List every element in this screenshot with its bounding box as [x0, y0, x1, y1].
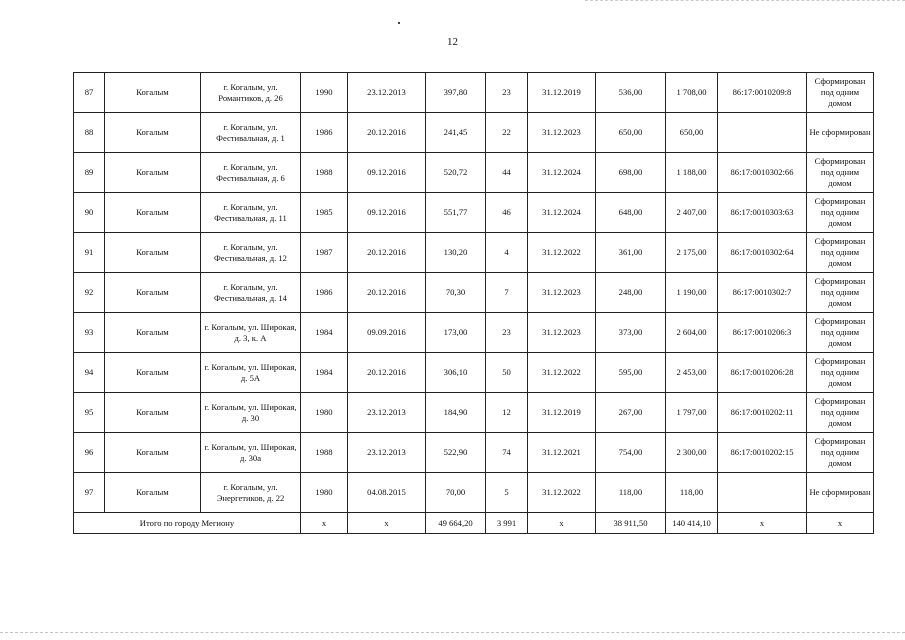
cell-city: Когалым	[105, 273, 201, 313]
cell-date1: 20.12.2016	[348, 273, 426, 313]
total-year: x	[301, 513, 348, 534]
table-row	[74, 193, 874, 233]
cell-year: 1986	[301, 113, 348, 153]
data-table	[73, 72, 874, 534]
cell-people: 12	[486, 393, 528, 433]
cell-no: 87	[74, 73, 105, 113]
cell-date1: 09.12.2016	[348, 153, 426, 193]
cell-year: 1980	[301, 393, 348, 433]
total-label: Итого по городу Мегиону	[74, 513, 301, 534]
cell-date1: 09.09.2016	[348, 313, 426, 353]
cell-address: г. Когалым, ул. Широкая, д. 5А	[201, 353, 301, 393]
cell-date2: 31.12.2022	[528, 233, 596, 273]
cell-status: Не сформирован	[807, 473, 874, 513]
cell-area: 173,00	[426, 313, 486, 353]
total-area: 49 664,20	[426, 513, 486, 534]
cell-address: г. Когалым, ул. Фестивальная, д. 14	[201, 273, 301, 313]
cell-date1: 20.12.2016	[348, 113, 426, 153]
cell-people: 4	[486, 233, 528, 273]
cell-cadastre: 86:17:0010209:8	[718, 73, 807, 113]
cell-year: 1984	[301, 353, 348, 393]
cell-cadastre	[718, 113, 807, 153]
cell-area2: 595,00	[596, 353, 666, 393]
cell-area2: 650,00	[596, 113, 666, 153]
cell-date2: 31.12.2024	[528, 153, 596, 193]
cell-city: Когалым	[105, 353, 201, 393]
cell-people: 22	[486, 113, 528, 153]
cell-cadastre: 86:17:0010206:3	[718, 313, 807, 353]
cell-date2: 31.12.2021	[528, 433, 596, 473]
cell-address: г. Когалым, ул. Широкая, д. 3, к. А	[201, 313, 301, 353]
cell-date2: 31.12.2022	[528, 353, 596, 393]
cell-area2: 248,00	[596, 273, 666, 313]
total-people: 3 991	[486, 513, 528, 534]
cell-area3: 1 188,00	[666, 153, 718, 193]
cell-city: Когалым	[105, 73, 201, 113]
cell-address: г. Когалым, ул. Фестивальная, д. 6	[201, 153, 301, 193]
cell-area: 70,00	[426, 473, 486, 513]
cell-address: г. Когалым, ул. Широкая, д. 30а	[201, 433, 301, 473]
cell-area3: 2 453,00	[666, 353, 718, 393]
cell-area3: 2 407,00	[666, 193, 718, 233]
table-row	[74, 73, 874, 113]
cell-cadastre: 86:17:0010202:11	[718, 393, 807, 433]
cell-date2: 31.12.2022	[528, 473, 596, 513]
cell-area: 241,45	[426, 113, 486, 153]
page-number: 12	[447, 36, 458, 48]
cell-status: Сформирован под одним домом	[807, 433, 874, 473]
data-table-container	[73, 72, 873, 534]
cell-cadastre: 86:17:0010302:7	[718, 273, 807, 313]
cell-date1: 04.08.2015	[348, 473, 426, 513]
cell-date2: 31.12.2024	[528, 193, 596, 233]
cell-status: Сформирован под одним домом	[807, 313, 874, 353]
cell-address: г. Когалым, ул. Фестивальная, д. 1	[201, 113, 301, 153]
table-body	[74, 73, 874, 534]
cell-area2: 118,00	[596, 473, 666, 513]
table-row	[74, 233, 874, 273]
cell-status: Не сформирован	[807, 113, 874, 153]
cell-date2: 31.12.2023	[528, 273, 596, 313]
total-date1: x	[348, 513, 426, 534]
cell-cadastre: 86:17:0010206:28	[718, 353, 807, 393]
total-cadastre: x	[718, 513, 807, 534]
cell-date1: 09.12.2016	[348, 193, 426, 233]
cell-people: 23	[486, 73, 528, 113]
cell-address: г. Когалым, ул. Романтиков, д. 26	[201, 73, 301, 113]
cell-area2: 373,00	[596, 313, 666, 353]
cell-people: 23	[486, 313, 528, 353]
cell-city: Когалым	[105, 393, 201, 433]
cell-people: 44	[486, 153, 528, 193]
cell-area2: 698,00	[596, 153, 666, 193]
total-date2: x	[528, 513, 596, 534]
cell-no: 92	[74, 273, 105, 313]
cell-city: Когалым	[105, 193, 201, 233]
table-row	[74, 113, 874, 153]
cell-people: 5	[486, 473, 528, 513]
cell-no: 93	[74, 313, 105, 353]
cell-year: 1990	[301, 73, 348, 113]
cell-area3: 2 300,00	[666, 433, 718, 473]
table-row	[74, 313, 874, 353]
scan-artifact-top	[585, 0, 905, 1]
cell-area2: 754,00	[596, 433, 666, 473]
cell-no: 96	[74, 433, 105, 473]
cell-address: г. Когалым, ул. Фестивальная, д. 11	[201, 193, 301, 233]
cell-no: 95	[74, 393, 105, 433]
cell-city: Когалым	[105, 473, 201, 513]
cell-year: 1987	[301, 233, 348, 273]
cell-area2: 536,00	[596, 73, 666, 113]
cell-people: 46	[486, 193, 528, 233]
scan-speck	[398, 22, 400, 24]
cell-area3: 1 797,00	[666, 393, 718, 433]
cell-date1: 23.12.2013	[348, 73, 426, 113]
total-area3: 140 414,10	[666, 513, 718, 534]
total-status: x	[807, 513, 874, 534]
cell-no: 90	[74, 193, 105, 233]
cell-date2: 31.12.2019	[528, 393, 596, 433]
cell-city: Когалым	[105, 433, 201, 473]
cell-area3: 2 175,00	[666, 233, 718, 273]
cell-address: г. Когалым, ул. Фестивальная, д. 12	[201, 233, 301, 273]
cell-date1: 23.12.2013	[348, 433, 426, 473]
cell-city: Когалым	[105, 313, 201, 353]
total-area2: 38 911,50	[596, 513, 666, 534]
cell-year: 1985	[301, 193, 348, 233]
table-row	[74, 433, 874, 473]
cell-no: 94	[74, 353, 105, 393]
cell-no: 89	[74, 153, 105, 193]
cell-date1: 20.12.2016	[348, 353, 426, 393]
cell-area: 306,10	[426, 353, 486, 393]
cell-area3: 118,00	[666, 473, 718, 513]
cell-cadastre	[718, 473, 807, 513]
scan-artifact-bottom	[0, 632, 905, 633]
cell-status: Сформирован под одним домом	[807, 353, 874, 393]
cell-area: 397,80	[426, 73, 486, 113]
cell-no: 91	[74, 233, 105, 273]
cell-area3: 2 604,00	[666, 313, 718, 353]
cell-area3: 650,00	[666, 113, 718, 153]
cell-status: Сформирован под одним домом	[807, 153, 874, 193]
cell-status: Сформирован под одним домом	[807, 393, 874, 433]
cell-people: 50	[486, 353, 528, 393]
cell-city: Когалым	[105, 113, 201, 153]
cell-year: 1980	[301, 473, 348, 513]
cell-city: Когалым	[105, 153, 201, 193]
cell-area: 551,77	[426, 193, 486, 233]
table-row	[74, 473, 874, 513]
cell-no: 88	[74, 113, 105, 153]
cell-area: 184,90	[426, 393, 486, 433]
cell-area: 130,20	[426, 233, 486, 273]
cell-year: 1984	[301, 313, 348, 353]
cell-area: 520,72	[426, 153, 486, 193]
cell-date2: 31.12.2023	[528, 113, 596, 153]
cell-year: 1988	[301, 153, 348, 193]
cell-status: Сформирован под одним домом	[807, 273, 874, 313]
table-row	[74, 273, 874, 313]
cell-cadastre: 86:17:0010302:66	[718, 153, 807, 193]
cell-cadastre: 86:17:0010302:64	[718, 233, 807, 273]
cell-cadastre: 86:17:0010202:15	[718, 433, 807, 473]
cell-area2: 361,00	[596, 233, 666, 273]
cell-date1: 20.12.2016	[348, 233, 426, 273]
cell-date2: 31.12.2023	[528, 313, 596, 353]
cell-people: 7	[486, 273, 528, 313]
cell-status: Сформирован под одним домом	[807, 73, 874, 113]
cell-area: 522,90	[426, 433, 486, 473]
cell-year: 1986	[301, 273, 348, 313]
cell-city: Когалым	[105, 233, 201, 273]
table-row	[74, 353, 874, 393]
cell-area2: 648,00	[596, 193, 666, 233]
cell-people: 74	[486, 433, 528, 473]
cell-area: 70,30	[426, 273, 486, 313]
cell-area2: 267,00	[596, 393, 666, 433]
cell-address: г. Когалым, ул. Широкая, д. 30	[201, 393, 301, 433]
cell-address: г. Когалым, ул. Энергетиков, д. 22	[201, 473, 301, 513]
table-total-row	[74, 513, 874, 534]
cell-status: Сформирован под одним домом	[807, 193, 874, 233]
cell-area3: 1 708,00	[666, 73, 718, 113]
cell-date2: 31.12.2019	[528, 73, 596, 113]
cell-year: 1988	[301, 433, 348, 473]
cell-cadastre: 86:17:0010303:63	[718, 193, 807, 233]
cell-no: 97	[74, 473, 105, 513]
cell-status: Сформирован под одним домом	[807, 233, 874, 273]
cell-area3: 1 190,00	[666, 273, 718, 313]
cell-date1: 23.12.2013	[348, 393, 426, 433]
table-row	[74, 393, 874, 433]
table-row	[74, 153, 874, 193]
